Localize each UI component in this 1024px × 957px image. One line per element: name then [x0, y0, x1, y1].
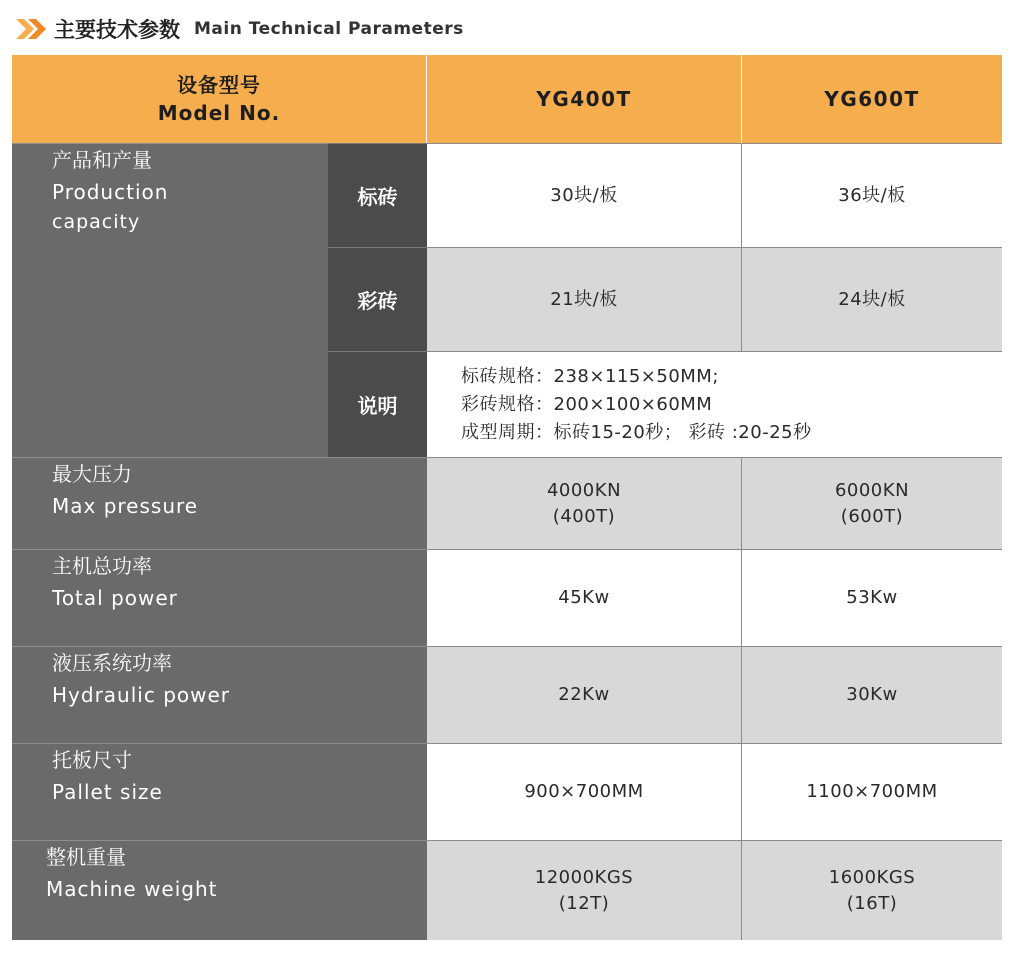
header-model-cell — [12, 55, 427, 143]
cell-value: 1100×700MM — [742, 743, 1002, 840]
note-line: 标砖规格：238×115×50MM; — [461, 365, 719, 387]
sub-label-notes: 说明 — [328, 351, 427, 457]
value-line: 12000KGS — [534, 866, 634, 888]
cell-value — [427, 457, 742, 549]
double-chevron-right-icon — [14, 17, 48, 41]
header-yg600t: YG600T — [742, 55, 1002, 143]
label-cn: 最大压力 — [52, 462, 132, 486]
label-en: Total power — [52, 586, 178, 610]
label-production-capacity — [12, 143, 328, 457]
label-en: Production — [52, 180, 169, 204]
heading-title-en: Main Technical Parameters — [194, 19, 464, 39]
label-en: Pallet size — [52, 780, 163, 804]
value-line: 4000KN — [546, 479, 622, 501]
header-model-cn: 设备型号 — [177, 73, 261, 97]
value-line: (400T) — [552, 505, 616, 527]
sub-label-color-brick: 彩砖 — [328, 247, 427, 351]
cell-value: 900×700MM — [427, 743, 742, 840]
label-en: Max pressure — [52, 494, 199, 518]
note-line: 成型周期：标砖15-20秒； 彩砖 :20-25秒 — [461, 421, 812, 443]
notes-cell — [427, 351, 1002, 457]
label-total-power — [12, 549, 427, 646]
label-max-pressure — [12, 457, 427, 549]
cell-value — [742, 457, 1002, 549]
cell-value: 45Kw — [427, 549, 742, 646]
cell-value: 53Kw — [742, 549, 1002, 646]
cell-value: 21块/板 — [427, 247, 742, 351]
sub-label-standard-brick: 标砖 — [328, 143, 427, 247]
label-en-2: capacity — [52, 211, 141, 233]
label-en: Hydraulic power — [52, 683, 231, 707]
cell-value: 30Kw — [742, 646, 1002, 743]
label-cn: 产品和产量 — [52, 148, 152, 172]
cell-value: 24块/板 — [742, 247, 1002, 351]
value-line: (16T) — [846, 892, 898, 914]
value-line: 1600KGS — [828, 866, 916, 888]
cell-value: 36块/板 — [742, 143, 1002, 247]
heading-title-cn: 主要技术参数 — [54, 18, 180, 42]
label-cn: 液压系统功率 — [52, 651, 172, 675]
label-en: Machine weight — [46, 877, 218, 901]
cell-value — [427, 840, 742, 940]
cell-value: 30块/板 — [427, 143, 742, 247]
note-line: 彩砖规格：200×100×60MM — [461, 393, 713, 415]
label-cn: 整机重量 — [46, 845, 126, 869]
label-machine-weight — [12, 840, 427, 940]
section-heading — [14, 12, 464, 46]
label-pallet-size — [12, 743, 427, 840]
value-line: (600T) — [840, 505, 904, 527]
header-model-en: Model No. — [157, 101, 281, 125]
value-line: (12T) — [558, 892, 610, 914]
value-line: 6000KN — [834, 479, 910, 501]
cell-value: 22Kw — [427, 646, 742, 743]
label-hydraulic-power — [12, 646, 427, 743]
header-yg400t: YG400T — [427, 55, 742, 143]
cell-value — [742, 840, 1002, 940]
label-cn: 托板尺寸 — [52, 748, 132, 772]
parameters-table — [12, 55, 1002, 940]
label-cn: 主机总功率 — [52, 554, 152, 578]
